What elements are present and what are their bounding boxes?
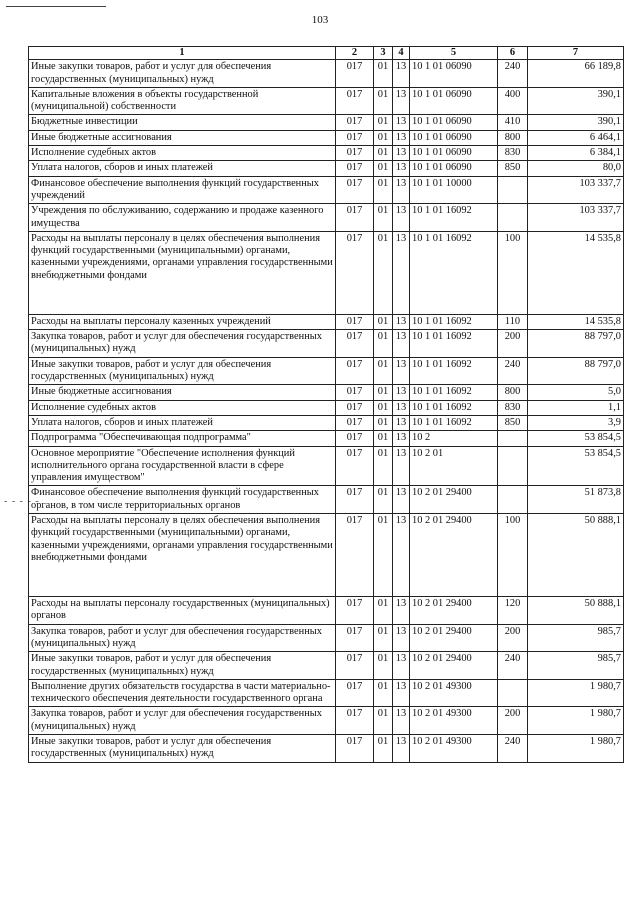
row-ved: 017 xyxy=(336,679,374,707)
row-pr: 13 xyxy=(393,87,410,115)
table-row xyxy=(29,204,624,232)
row-pr: 13 xyxy=(393,130,410,145)
row-vr: 410 xyxy=(498,115,528,130)
table-row xyxy=(29,624,624,652)
row-pr: 13 xyxy=(393,231,410,314)
row-ved: 017 xyxy=(336,130,374,145)
header-col-7: 7 xyxy=(528,47,624,60)
row-sum: 390,1 xyxy=(528,115,624,130)
margin-mark: - - - - - xyxy=(4,496,40,507)
row-name: Иные закупки товаров, работ и услуг для обеспечения государственных (муниципальных) нужд xyxy=(29,652,336,680)
table-row xyxy=(29,87,624,115)
row-ved: 017 xyxy=(336,146,374,161)
row-name: Расходы на выплаты персоналу казенных учреждений xyxy=(29,314,336,329)
table-row xyxy=(29,400,624,415)
row-csr: 10 1 01 16092 xyxy=(410,314,498,329)
row-csr: 10 1 01 16092 xyxy=(410,330,498,358)
row-ved: 017 xyxy=(336,176,374,204)
row-pr: 13 xyxy=(393,400,410,415)
row-csr: 10 2 01 29400 xyxy=(410,624,498,652)
row-sum: 88 797,0 xyxy=(528,330,624,358)
row-rz: 01 xyxy=(374,707,393,735)
row-name: Иные закупки товаров, работ и услуг для обеспечения государственных (муниципальных) нужд xyxy=(29,357,336,385)
row-sum: 50 888,1 xyxy=(528,597,624,625)
row-rz: 01 xyxy=(374,597,393,625)
row-name: Уплата налогов, сборов и иных платежей xyxy=(29,161,336,176)
row-csr: 10 1 01 16092 xyxy=(410,204,498,232)
table-row xyxy=(29,734,624,762)
header-col-4: 4 xyxy=(393,47,410,60)
row-vr: 240 xyxy=(498,60,528,88)
row-name: Исполнение судебных актов xyxy=(29,146,336,161)
row-rz: 01 xyxy=(374,204,393,232)
row-vr: 200 xyxy=(498,707,528,735)
row-rz: 01 xyxy=(374,400,393,415)
row-vr: 800 xyxy=(498,130,528,145)
header-col-2: 2 xyxy=(336,47,374,60)
row-name: Расходы на выплаты персоналу в целях обеспечения выполнения функций государственными (муниципальными) органами, казенными учреждениями, органами управления государственными внебюджетными фондами xyxy=(29,514,336,597)
table-row xyxy=(29,130,624,145)
row-rz: 01 xyxy=(374,314,393,329)
row-name: Выполнение других обязательств государства в части материально-технического обеспечения деятельности государственного органа xyxy=(29,679,336,707)
row-rz: 01 xyxy=(374,431,393,446)
row-ved: 017 xyxy=(336,597,374,625)
row-csr: 10 2 01 29400 xyxy=(410,486,498,514)
row-name: Уплата налогов, сборов и иных платежей xyxy=(29,415,336,430)
table-row xyxy=(29,415,624,430)
row-ved: 017 xyxy=(336,314,374,329)
budget-table xyxy=(28,46,624,763)
row-csr: 10 1 01 16092 xyxy=(410,415,498,430)
row-rz: 01 xyxy=(374,446,393,486)
row-name: Учреждения по обслуживанию, содержанию и продаже казенного имущества xyxy=(29,204,336,232)
row-vr xyxy=(498,446,528,486)
row-name: Иные закупки товаров, работ и услуг для обеспечения государственных (муниципальных) нужд xyxy=(29,734,336,762)
table-row xyxy=(29,514,624,597)
row-sum: 80,0 xyxy=(528,161,624,176)
row-csr: 10 1 01 06090 xyxy=(410,130,498,145)
row-vr: 830 xyxy=(498,146,528,161)
row-ved: 017 xyxy=(336,330,374,358)
row-rz: 01 xyxy=(374,161,393,176)
row-sum: 103 337,7 xyxy=(528,176,624,204)
table-row xyxy=(29,446,624,486)
row-vr: 100 xyxy=(498,514,528,597)
row-name: Основное мероприятие "Обеспечение исполнения функций исполнительного органа государственной власти в сфере управления имуществом" xyxy=(29,446,336,486)
row-ved: 017 xyxy=(336,486,374,514)
row-csr: 10 2 xyxy=(410,431,498,446)
table-row xyxy=(29,161,624,176)
row-name: Расходы на выплаты персоналу государственных (муниципальных) органов xyxy=(29,597,336,625)
row-pr: 13 xyxy=(393,314,410,329)
row-vr: 200 xyxy=(498,624,528,652)
row-csr: 10 2 01 29400 xyxy=(410,652,498,680)
header-col-6: 6 xyxy=(498,47,528,60)
row-sum: 50 888,1 xyxy=(528,514,624,597)
row-rz: 01 xyxy=(374,486,393,514)
row-vr: 850 xyxy=(498,415,528,430)
row-vr xyxy=(498,176,528,204)
row-pr: 13 xyxy=(393,514,410,597)
row-pr: 13 xyxy=(393,161,410,176)
row-ved: 017 xyxy=(336,161,374,176)
row-ved: 017 xyxy=(336,652,374,680)
row-rz: 01 xyxy=(374,415,393,430)
row-sum: 985,7 xyxy=(528,652,624,680)
row-pr: 13 xyxy=(393,176,410,204)
row-vr: 110 xyxy=(498,314,528,329)
row-rz: 01 xyxy=(374,115,393,130)
table-row xyxy=(29,176,624,204)
row-name: Исполнение судебных актов xyxy=(29,400,336,415)
row-sum: 103 337,7 xyxy=(528,204,624,232)
row-pr: 13 xyxy=(393,486,410,514)
row-name: Иные закупки товаров, работ и услуг для обеспечения государственных (муниципальных) нужд xyxy=(29,60,336,88)
row-name: Закупка товаров, работ и услуг для обеспечения государственных (муниципальных) нужд xyxy=(29,624,336,652)
row-pr: 13 xyxy=(393,60,410,88)
row-csr: 10 2 01 29400 xyxy=(410,514,498,597)
row-csr: 10 2 01 29400 xyxy=(410,597,498,625)
row-pr: 13 xyxy=(393,431,410,446)
row-sum: 1 980,7 xyxy=(528,707,624,735)
row-ved: 017 xyxy=(336,514,374,597)
row-sum: 53 854,5 xyxy=(528,431,624,446)
row-csr: 10 2 01 49300 xyxy=(410,679,498,707)
row-pr: 13 xyxy=(393,597,410,625)
row-ved: 017 xyxy=(336,204,374,232)
row-ved: 017 xyxy=(336,446,374,486)
row-pr: 13 xyxy=(393,624,410,652)
row-vr xyxy=(498,431,528,446)
row-rz: 01 xyxy=(374,652,393,680)
row-csr: 10 1 01 06090 xyxy=(410,161,498,176)
row-rz: 01 xyxy=(374,231,393,314)
row-pr: 13 xyxy=(393,385,410,400)
row-csr: 10 1 01 16092 xyxy=(410,231,498,314)
table-row xyxy=(29,357,624,385)
row-ved: 017 xyxy=(336,357,374,385)
row-ved: 017 xyxy=(336,734,374,762)
row-rz: 01 xyxy=(374,130,393,145)
row-ved: 017 xyxy=(336,385,374,400)
row-csr: 10 1 01 06090 xyxy=(410,115,498,130)
row-name: Капитальные вложения в объекты государственной (муниципальной) собственности xyxy=(29,87,336,115)
table-row xyxy=(29,314,624,329)
row-sum: 14 535,8 xyxy=(528,231,624,314)
row-sum: 53 854,5 xyxy=(528,446,624,486)
row-name: Иные бюджетные ассигнования xyxy=(29,130,336,145)
row-vr: 400 xyxy=(498,87,528,115)
table-body xyxy=(29,60,624,762)
row-name: Финансовое обеспечение выполнения функций государственных органов, в том числе территориальных органов xyxy=(29,486,336,514)
table-row xyxy=(29,486,624,514)
row-pr: 13 xyxy=(393,330,410,358)
row-sum: 1,1 xyxy=(528,400,624,415)
row-rz: 01 xyxy=(374,176,393,204)
row-rz: 01 xyxy=(374,146,393,161)
row-pr: 13 xyxy=(393,707,410,735)
row-sum: 390,1 xyxy=(528,87,624,115)
row-vr: 240 xyxy=(498,652,528,680)
row-pr: 13 xyxy=(393,415,410,430)
row-rz: 01 xyxy=(374,385,393,400)
table-row xyxy=(29,146,624,161)
row-vr: 800 xyxy=(498,385,528,400)
row-rz: 01 xyxy=(374,60,393,88)
table-row xyxy=(29,330,624,358)
row-sum: 66 189,8 xyxy=(528,60,624,88)
row-sum: 6 384,1 xyxy=(528,146,624,161)
row-ved: 017 xyxy=(336,400,374,415)
row-ved: 017 xyxy=(336,415,374,430)
row-pr: 13 xyxy=(393,204,410,232)
row-pr: 13 xyxy=(393,734,410,762)
row-vr: 830 xyxy=(498,400,528,415)
header-col-1: 1 xyxy=(29,47,336,60)
corner-rule xyxy=(6,6,106,7)
row-pr: 13 xyxy=(393,446,410,486)
row-vr xyxy=(498,204,528,232)
row-sum: 88 797,0 xyxy=(528,357,624,385)
row-pr: 13 xyxy=(393,652,410,680)
row-rz: 01 xyxy=(374,357,393,385)
row-rz: 01 xyxy=(374,734,393,762)
row-vr: 120 xyxy=(498,597,528,625)
table-row xyxy=(29,652,624,680)
table-row xyxy=(29,597,624,625)
row-pr: 13 xyxy=(393,146,410,161)
row-sum: 3,9 xyxy=(528,415,624,430)
row-vr xyxy=(498,486,528,514)
row-sum: 51 873,8 xyxy=(528,486,624,514)
row-csr: 10 2 01 49300 xyxy=(410,707,498,735)
row-csr: 10 1 01 16092 xyxy=(410,400,498,415)
row-csr: 10 1 01 10000 xyxy=(410,176,498,204)
row-vr: 100 xyxy=(498,231,528,314)
row-name: Финансовое обеспечение выполнения функций государственных учреждений xyxy=(29,176,336,204)
row-csr: 10 1 01 06090 xyxy=(410,87,498,115)
row-sum: 14 535,8 xyxy=(528,314,624,329)
row-ved: 017 xyxy=(336,87,374,115)
row-name: Бюджетные инвестиции xyxy=(29,115,336,130)
row-ved: 017 xyxy=(336,707,374,735)
row-name: Подпрограмма "Обеспечивающая подпрограмма" xyxy=(29,431,336,446)
row-rz: 01 xyxy=(374,330,393,358)
row-rz: 01 xyxy=(374,679,393,707)
row-csr: 10 1 01 06090 xyxy=(410,60,498,88)
row-pr: 13 xyxy=(393,679,410,707)
header-col-5: 5 xyxy=(410,47,498,60)
header-col-3: 3 xyxy=(374,47,393,60)
row-csr: 10 1 01 16092 xyxy=(410,385,498,400)
header-row xyxy=(29,47,624,60)
row-name: Закупка товаров, работ и услуг для обеспечения государственных (муниципальных) нужд xyxy=(29,707,336,735)
row-rz: 01 xyxy=(374,87,393,115)
row-vr xyxy=(498,679,528,707)
row-name: Иные бюджетные ассигнования xyxy=(29,385,336,400)
row-ved: 017 xyxy=(336,431,374,446)
table-row xyxy=(29,60,624,88)
row-vr: 200 xyxy=(498,330,528,358)
row-pr: 13 xyxy=(393,115,410,130)
table-row xyxy=(29,385,624,400)
row-ved: 017 xyxy=(336,231,374,314)
row-pr: 13 xyxy=(393,357,410,385)
row-vr: 240 xyxy=(498,734,528,762)
row-sum: 1 980,7 xyxy=(528,734,624,762)
row-ved: 017 xyxy=(336,624,374,652)
row-csr: 10 2 01 49300 xyxy=(410,734,498,762)
row-name: Закупка товаров, работ и услуг для обеспечения государственных (муниципальных) нужд xyxy=(29,330,336,358)
row-csr: 10 1 01 06090 xyxy=(410,146,498,161)
row-csr: 10 2 01 xyxy=(410,446,498,486)
table-row xyxy=(29,115,624,130)
page-number: 103 xyxy=(311,14,329,26)
table-row xyxy=(29,679,624,707)
row-sum: 1 980,7 xyxy=(528,679,624,707)
row-sum: 6 464,1 xyxy=(528,130,624,145)
row-vr: 240 xyxy=(498,357,528,385)
row-rz: 01 xyxy=(374,514,393,597)
row-sum: 985,7 xyxy=(528,624,624,652)
row-vr: 850 xyxy=(498,161,528,176)
table-row xyxy=(29,231,624,314)
row-sum: 5,0 xyxy=(528,385,624,400)
row-csr: 10 1 01 16092 xyxy=(410,357,498,385)
row-name: Расходы на выплаты персоналу в целях обеспечения выполнения функций государственными (муниципальными) органами, казенными учреждениями, органами управления государственными внебюджетными фондами xyxy=(29,231,336,314)
row-ved: 017 xyxy=(336,60,374,88)
row-rz: 01 xyxy=(374,624,393,652)
row-ved: 017 xyxy=(336,115,374,130)
table-row xyxy=(29,431,624,446)
table-row xyxy=(29,707,624,735)
